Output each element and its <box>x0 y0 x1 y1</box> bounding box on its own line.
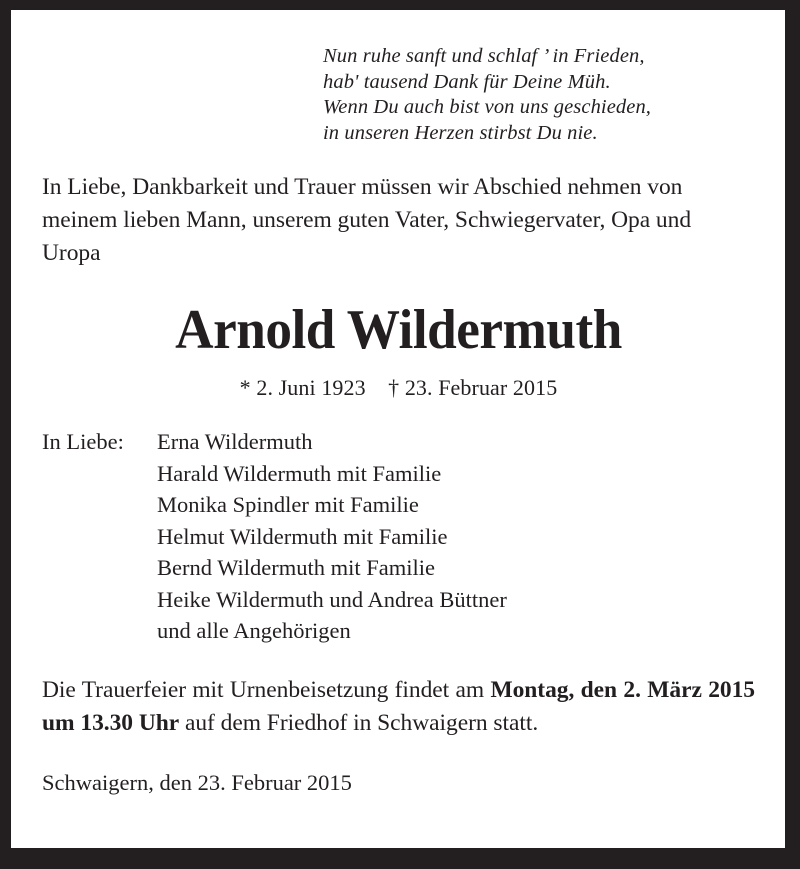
list-item: Monika Spindler mit Familie <box>157 492 419 517</box>
name-block <box>42 300 755 403</box>
deceased-name: Arnold Wildermuth <box>175 299 622 361</box>
details-text-before: Die Trauerfeier mit Urnenbeisetzung findet am <box>42 676 491 703</box>
life-dates: * 2. Juni 1923 † 23. Februar 2015 <box>239 375 558 400</box>
poem-line: hab' tausend Dank für Deine Müh. <box>323 70 611 93</box>
list-item: Bernd Wildermuth mit Familie <box>157 555 436 580</box>
list-item: Erna Wildermuth <box>157 429 313 454</box>
mourner-row <box>42 426 755 647</box>
poem-line: in unseren Herzen stirbst Du nie. <box>323 121 598 144</box>
mourners-section <box>42 426 755 647</box>
list-item: Harald Wildermuth mit Familie <box>157 460 442 486</box>
mourners-list <box>157 426 755 647</box>
details-text-after: auf dem Friedhof in Schwaigern statt. <box>179 709 539 736</box>
funeral-details <box>42 674 755 740</box>
list-item: und alle Angehörigen <box>157 618 351 643</box>
details-datetime: Montag, den 2. März 2015 um 13.30 Uhr <box>42 676 755 736</box>
poem-line: Wenn Du auch bist von uns geschieden, <box>323 96 652 118</box>
notice-sheet <box>11 10 785 848</box>
place-and-date: Schwaigern, den 23. Februar 2015 <box>42 769 352 795</box>
mourners-label: In Liebe: <box>42 429 124 454</box>
memorial-poem <box>323 44 755 146</box>
intro-paragraph: In Liebe, Dankbarkeit und Trauer müssen wir Abschied nehmen von meinem lieben Mann, unserem guten Vater, Schwiegervater, Opa und Uropa <box>42 174 692 266</box>
poem-line: Nun ruhe sanft und schlaf ’ in Frieden, <box>323 45 645 67</box>
list-item: Helmut Wildermuth mit Familie <box>157 523 448 549</box>
list-item: Heike Wildermuth und Andrea Büttner <box>157 586 507 612</box>
